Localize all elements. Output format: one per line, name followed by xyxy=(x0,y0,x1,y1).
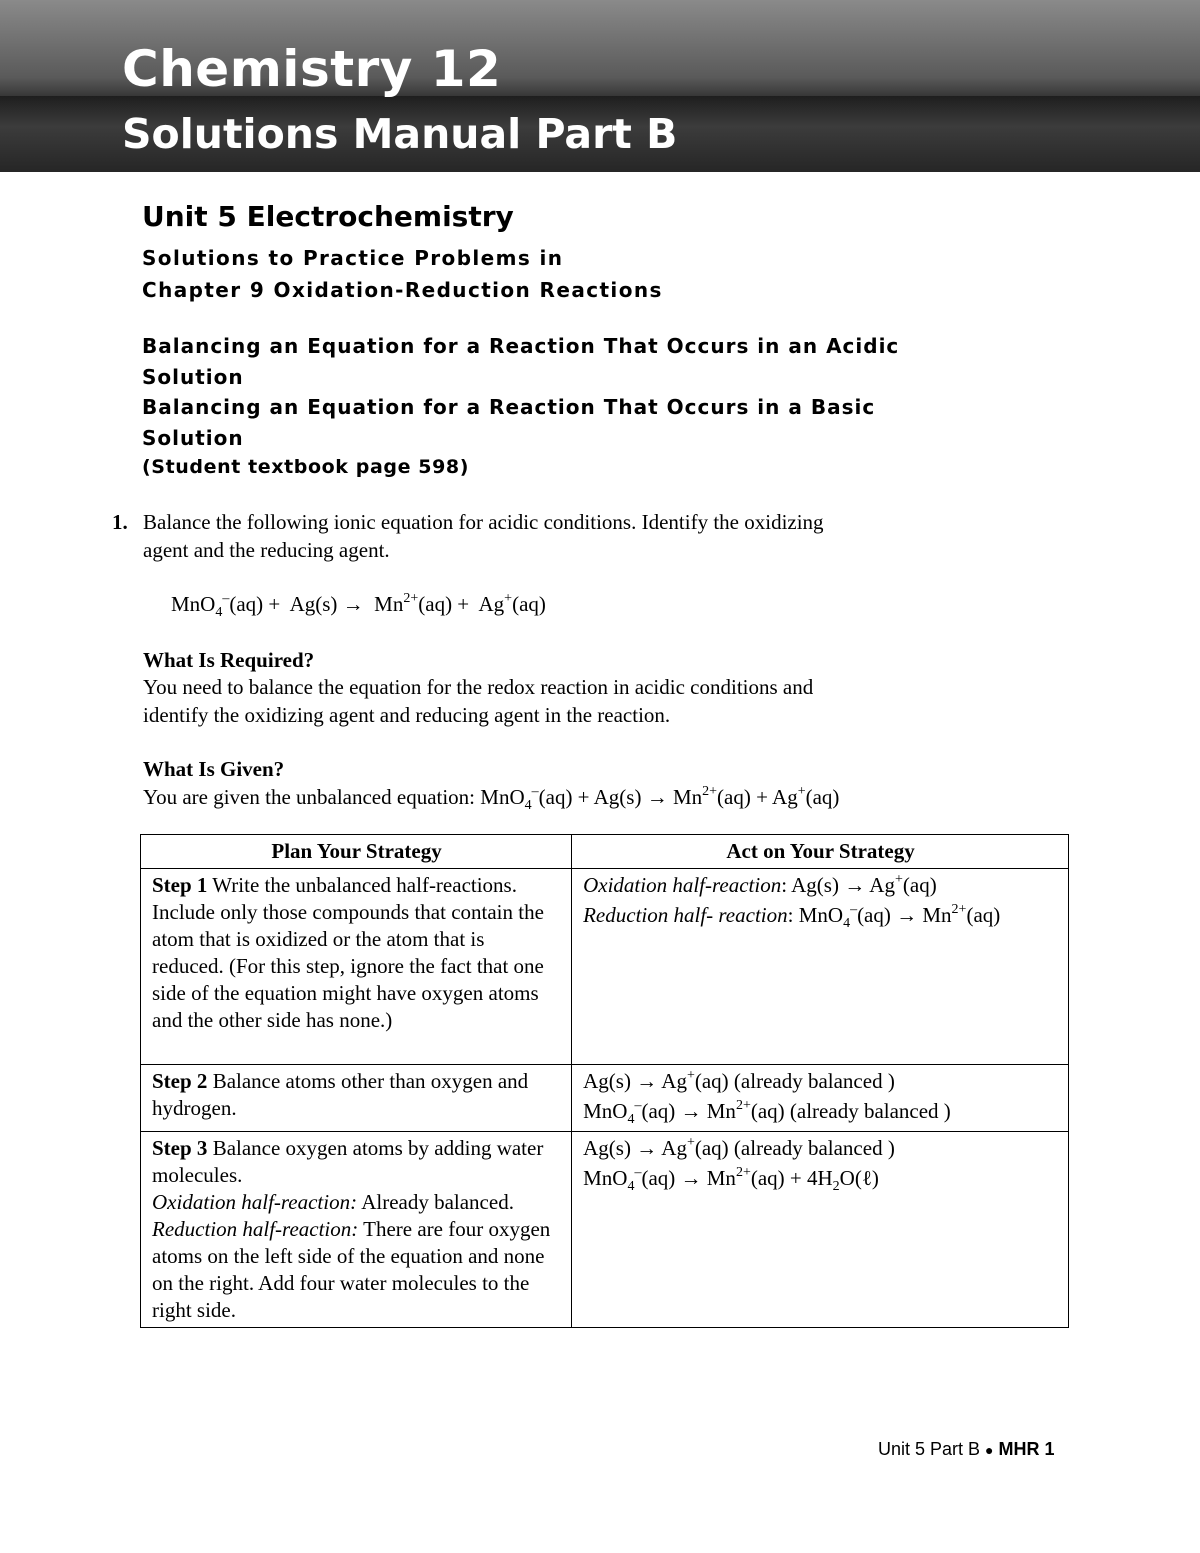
required-text xyxy=(143,673,943,729)
footer-bullet: ● xyxy=(985,1442,994,1458)
oxidation-label: Oxidation half-reaction xyxy=(583,873,782,897)
required-line2: identify the oxidizing agent and reducing agent in the reaction. xyxy=(143,703,671,727)
unit-title: Unit 5 Electrochemistry xyxy=(142,200,514,233)
question-text-line1: Balance the following ionic equation for acidic conditions. Identify the oxidizing xyxy=(143,510,824,534)
reduction-label: Reduction half- reaction xyxy=(583,903,788,927)
step3-ox-note: (already balanced ) xyxy=(728,1136,895,1160)
ionic-equation: $MnO_4^-(aq) + Ag(s) \to Mn^{2+}(aq) + Ag^+(aq)$ xyxy=(171,591,546,620)
step3-label: Step 3 xyxy=(152,1136,208,1160)
step3-red-label: Reduction half-reaction: xyxy=(152,1217,359,1241)
step3-text: Balance oxygen atoms by adding water molecules. xyxy=(152,1136,544,1187)
step3-plan xyxy=(141,1132,572,1328)
step3-reduction: $MnO_4^-(aq) \to Mn^{2+}(aq)$ + $4H_2O(\ell)$ xyxy=(583,1165,879,1194)
header-banner xyxy=(0,0,1200,172)
step2-red-note: (already balanced ) xyxy=(784,1099,951,1123)
step1-plan xyxy=(141,869,572,1065)
page-footer xyxy=(878,1439,1055,1460)
step2-act xyxy=(572,1065,1069,1132)
given-heading: What Is Given? xyxy=(143,757,285,781)
question-text-line2: agent and the reducing agent. xyxy=(143,538,390,562)
step3-ox-label: Oxidation half-reaction: xyxy=(152,1190,358,1214)
step1-oxidation: Oxidation half-reaction: Ag(s) → Ag+(aq) xyxy=(583,872,937,897)
header-plan: Plan Your Strategy xyxy=(141,835,572,869)
page-reference: (Student textbook page 598) xyxy=(142,456,470,478)
step2-reduction: $MnO_4^-(aq) \to Mn^{2+}(aq)$ (already balanced ) xyxy=(583,1098,951,1127)
step3-red-text: There are four oxygen atoms on the left side of the equation and none on the right. Add four water molecules to the right side. xyxy=(152,1217,551,1322)
table-row-step3 xyxy=(141,1132,1069,1328)
header-act: Act on Your Strategy xyxy=(572,835,1069,869)
given-text: You are given the unbalanced equation: $MnO_4^-(aq) + Ag(s) \to Mn^{2+}(aq) + Ag^+(aq)$ xyxy=(143,784,840,813)
book-subtitle: Solutions Manual Part B xyxy=(122,110,678,158)
table-row-step2 xyxy=(141,1065,1069,1132)
table-header-row xyxy=(141,835,1069,869)
section-acidic-title-cont: Solution xyxy=(142,365,244,389)
given-prefix: You are given the unbalanced equation: xyxy=(143,785,481,809)
step2-text: Balance atoms other than oxygen and hydrogen. xyxy=(152,1069,529,1120)
step3-oxidation: Ag(s) → Ag+(aq) (already balanced ) xyxy=(583,1135,895,1160)
footer-brand: MHR 1 xyxy=(993,1439,1055,1459)
book-title: Chemistry 12 xyxy=(122,40,502,98)
heading-line2: Chapter 9 Oxidation-Reduction Reactions xyxy=(142,278,663,302)
section-basic-title: Balancing an Equation for a Reaction That Occurs in a Basic xyxy=(142,395,876,419)
question-number: 1. xyxy=(112,510,128,534)
step2-ox-note: (already balanced ) xyxy=(728,1069,895,1093)
step2-label: Step 2 xyxy=(152,1069,208,1093)
step2-oxidation: Ag(s) → Ag+(aq) (already balanced ) xyxy=(583,1068,895,1093)
step1-label: Step 1 xyxy=(152,873,208,897)
step1-act xyxy=(572,869,1069,1065)
footer-text: Unit 5 Part B xyxy=(878,1439,986,1459)
required-line1: You need to balance the equation for the redox reaction in acidic conditions and xyxy=(143,675,814,699)
step2-plan xyxy=(141,1065,572,1132)
step3-ox-text: Already balanced. xyxy=(357,1190,514,1214)
step1-reduction: Reduction half- reaction: $MnO_4^-(aq) \to Mn^{2+}(aq)$ xyxy=(583,902,1001,931)
strategy-table xyxy=(140,834,1069,1328)
section-basic-title-cont: Solution xyxy=(142,426,244,450)
section-acidic-title: Balancing an Equation for a Reaction That Occurs in an Acidic xyxy=(142,334,900,358)
heading-line1: Solutions to Practice Problems in xyxy=(142,246,564,270)
question-text xyxy=(143,508,923,564)
required-heading: What Is Required? xyxy=(143,648,315,672)
table-row-step1 xyxy=(141,869,1069,1065)
step3-act xyxy=(572,1132,1069,1328)
step1-text: Write the unbalanced half-reactions. Include only those compounds that contain the atom that is oxidized or the atom that is reduced. (For this step, ignore the fact that one side of the equation might have oxygen atoms and the other side has none.) xyxy=(152,873,544,1032)
